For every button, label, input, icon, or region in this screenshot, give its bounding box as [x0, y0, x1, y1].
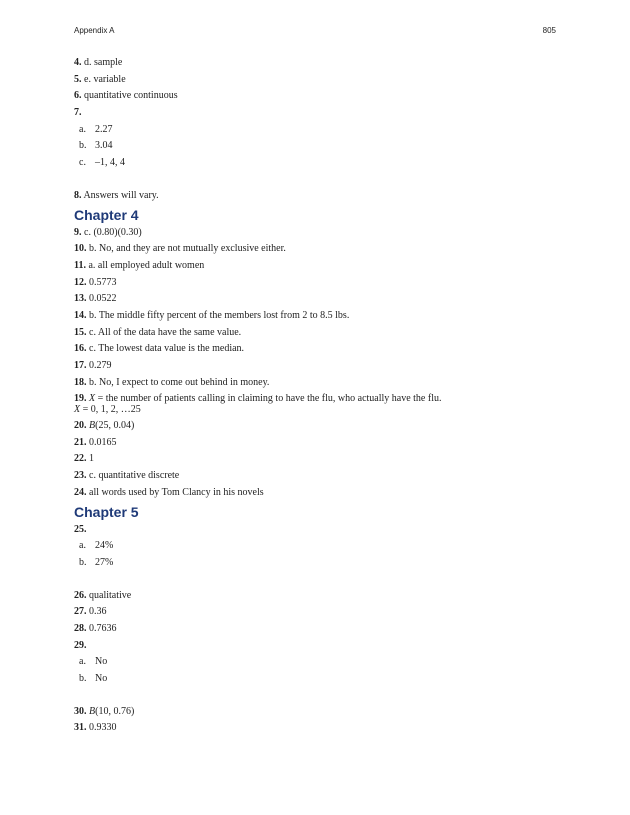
answer-item: [74, 377, 564, 389]
sub-text: No: [95, 656, 108, 668]
sub-answer: [74, 124, 564, 136]
answer-item: [74, 420, 564, 432]
answer-number: 28.: [74, 622, 87, 634]
answer-item: [74, 107, 564, 119]
answer-number: 25.: [74, 523, 87, 535]
answer-item: [74, 590, 564, 602]
answer-item: [74, 277, 564, 289]
answer-item: [74, 453, 564, 465]
answer-item: [74, 90, 564, 102]
sub-text: –1, 4, 4: [95, 157, 125, 169]
sub-text: 24%: [95, 540, 114, 552]
answer-number: 11.: [74, 259, 86, 271]
answer-item: [74, 606, 564, 618]
page-number: 805: [542, 26, 556, 35]
answer-number: 14.: [74, 309, 87, 321]
sub-text: 3.04: [95, 140, 113, 152]
answer-text: c. The lowest data value is the median.: [89, 343, 245, 355]
sub-answer: [74, 140, 564, 152]
answer-text: c. All of the data have the same value.: [89, 326, 242, 338]
answer-text: 0.0522: [89, 293, 117, 305]
answer-item: [74, 470, 564, 482]
answer-text: d. sample: [84, 57, 123, 68]
answer-number: 26.: [74, 589, 87, 601]
answer-text: = the number of patients calling in claiming to have the flu, who actually have the flu.: [95, 393, 442, 405]
answer-item: [74, 640, 564, 652]
answer-item: [74, 393, 564, 415]
answer-number: 30.: [74, 705, 87, 717]
answer-text: 0.9330: [89, 722, 117, 734]
answer-item: [74, 57, 564, 69]
sub-answer: [74, 673, 564, 685]
answer-item: [74, 623, 564, 635]
variable-symbol: B: [89, 705, 96, 717]
answer-text: Answers will vary.: [83, 189, 159, 201]
chapter-heading: Chapter 5: [74, 503, 139, 520]
answer-item: [74, 74, 564, 86]
answer-item: [74, 360, 564, 372]
answer-text: 1: [89, 453, 94, 465]
answer-text: 0.7636: [89, 622, 117, 634]
answer-number: 10.: [74, 243, 87, 255]
answer-number: 19.: [74, 393, 87, 405]
answer-item: [74, 524, 564, 536]
answer-text: = 0, 1, 2, …25: [80, 404, 141, 416]
answer-item: [74, 722, 564, 734]
answer-item: [74, 260, 564, 272]
answer-number: 16.: [74, 343, 87, 355]
answer-item: [74, 487, 564, 499]
answer-line: [74, 404, 564, 415]
variable-symbol: B: [89, 420, 96, 432]
sub-text: 2.27: [95, 123, 113, 135]
sub-letter: a.: [79, 123, 86, 135]
answer-item: [74, 437, 564, 449]
answer-number: 20.: [74, 420, 87, 432]
answer-text: b. The middle fifty percent of the members lost from 2 to 8.5 lbs.: [89, 309, 350, 321]
answer-text: (25, 0.04): [95, 420, 135, 432]
sub-answer: [74, 540, 564, 552]
answer-text: 0.5773: [89, 276, 117, 288]
running-header: Appendix A: [74, 26, 115, 35]
sub-answer: [74, 656, 564, 668]
answer-number: 7.: [74, 107, 82, 119]
sub-letter: b.: [79, 556, 87, 568]
answer-item: [74, 227, 564, 239]
answer-number: 9.: [74, 226, 82, 238]
sub-text: No: [95, 673, 108, 684]
sub-letter: b.: [79, 673, 87, 684]
answer-number: 27.: [74, 606, 87, 618]
answer-number: 17.: [74, 360, 87, 371]
answer-number: 22.: [74, 453, 87, 465]
sub-letter: c.: [79, 157, 86, 169]
answer-number: 6.: [74, 90, 82, 102]
answer-number: 4.: [74, 57, 82, 68]
answer-item: [74, 706, 564, 718]
answer-number: 21.: [74, 436, 87, 448]
sub-text: 27%: [95, 556, 114, 568]
answer-number: 23.: [74, 470, 87, 482]
answer-number: 8.: [74, 189, 82, 201]
variable-symbol: X: [89, 393, 96, 405]
answer-item: [74, 190, 564, 202]
sub-answer: [74, 557, 564, 569]
answer-number: 29.: [74, 639, 87, 651]
sub-answer: [74, 157, 564, 169]
answer-number: 18.: [74, 376, 87, 388]
answer-text: quantitative continuous: [84, 90, 178, 102]
answer-text: 0.0165: [89, 436, 117, 448]
answer-text: a. all employed adult women: [88, 259, 205, 271]
answer-text: all words used by Tom Clancy in his novels: [89, 486, 264, 498]
answer-text: e. variable: [84, 73, 126, 85]
answer-item: [74, 243, 564, 255]
answer-item: [74, 293, 564, 305]
answer-text: 0.36: [89, 606, 107, 618]
answer-text: 0.279: [89, 360, 112, 371]
answer-item: [74, 343, 564, 355]
answer-item: [74, 327, 564, 339]
answer-line: [74, 393, 564, 404]
sub-letter: b.: [79, 140, 87, 152]
answer-number: 24.: [74, 486, 87, 498]
answer-key: [74, 57, 564, 739]
answer-item: [74, 310, 564, 322]
sub-letter: a.: [79, 656, 86, 668]
answer-text: b. No, I expect to come out behind in money.: [89, 376, 270, 388]
sub-letter: a.: [79, 540, 86, 552]
answer-number: 5.: [74, 73, 82, 85]
answer-text: (10, 0.76): [95, 705, 135, 717]
answer-number: 15.: [74, 326, 87, 338]
answer-text: c. quantitative discrete: [89, 470, 180, 482]
answer-text: b. No, and they are not mutually exclusive either.: [89, 243, 286, 255]
answer-text: qualitative: [89, 589, 132, 601]
chapter-heading: Chapter 4: [74, 206, 139, 223]
answer-text: c. (0.80)(0.30): [84, 226, 142, 238]
answer-number: 31.: [74, 722, 87, 734]
answer-number: 13.: [74, 293, 87, 305]
answer-number: 12.: [74, 276, 87, 288]
variable-symbol: X: [74, 404, 81, 416]
